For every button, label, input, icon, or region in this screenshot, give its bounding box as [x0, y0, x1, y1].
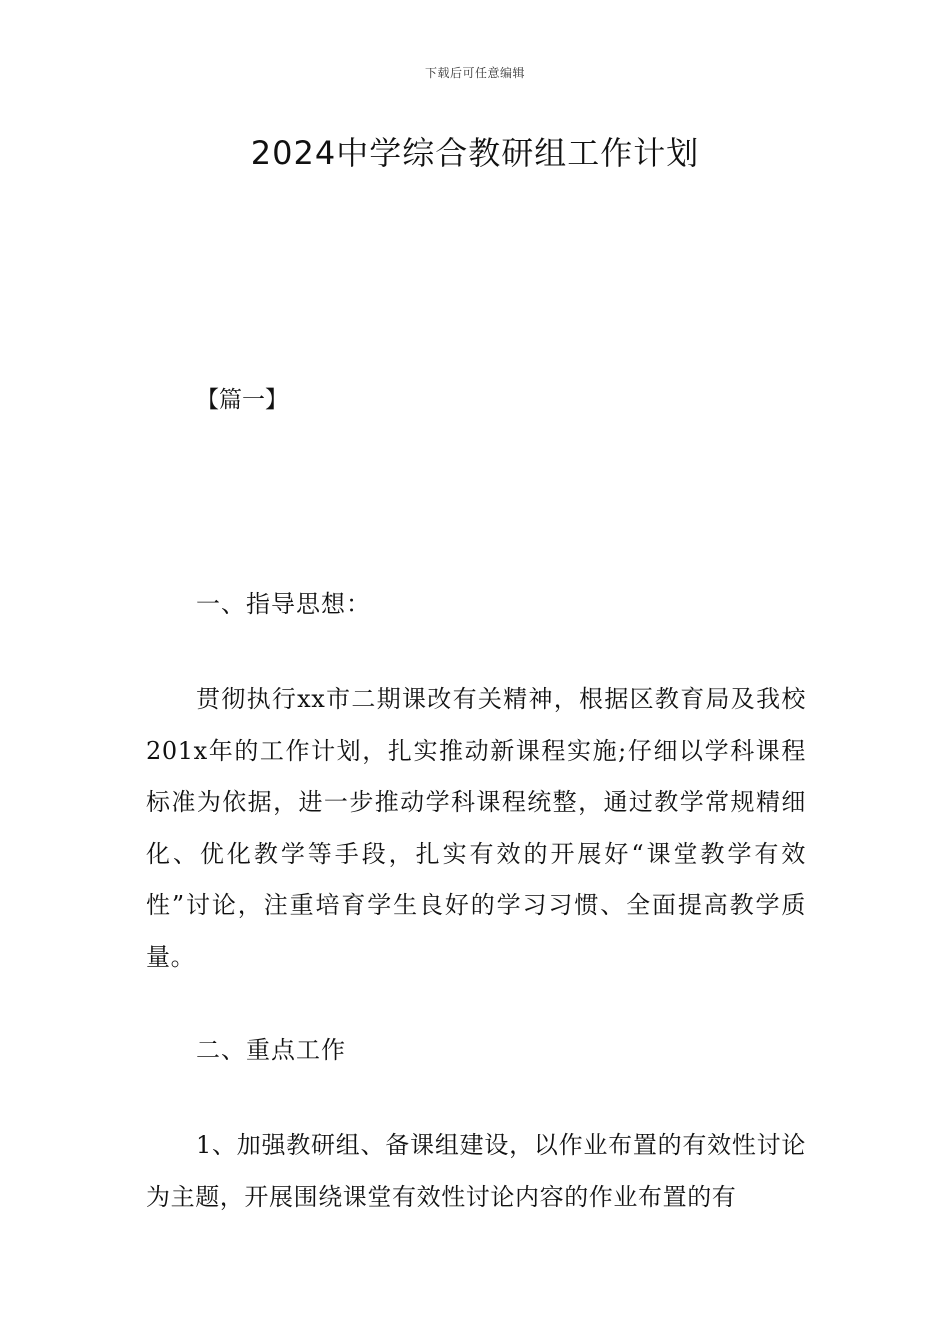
paragraph-key-work: 1、加强教研组、备课组建设，以作业布置的有效性讨论为主题，开展围绕课堂有效性讨论内容的作业布置的有 [146, 1131, 806, 1211]
document-title: 2024中学综合教研组工作计划 [250, 134, 700, 172]
section-tag: 【篇一】 [196, 387, 288, 413]
paragraph-guiding-thought: 贯彻执行xx市二期课改有关精神，根据区教育局及我校201x年的工作计划，扎实推动新课程实施;仔细以学科课程标准为依据，进一步推动学科课程统整，通过教学常规精细化、优化教学等手段，扎实有效的开展好“课堂教学有效性”讨论，注重培育学生良好的学习习惯、全面提高教学质量。 [146, 685, 806, 971]
heading-guiding-thought: 一、指导思想： [196, 590, 371, 618]
header-note: 下载后可任意编辑 [424, 66, 525, 80]
heading-key-work: 二、重点工作 [196, 1036, 346, 1064]
